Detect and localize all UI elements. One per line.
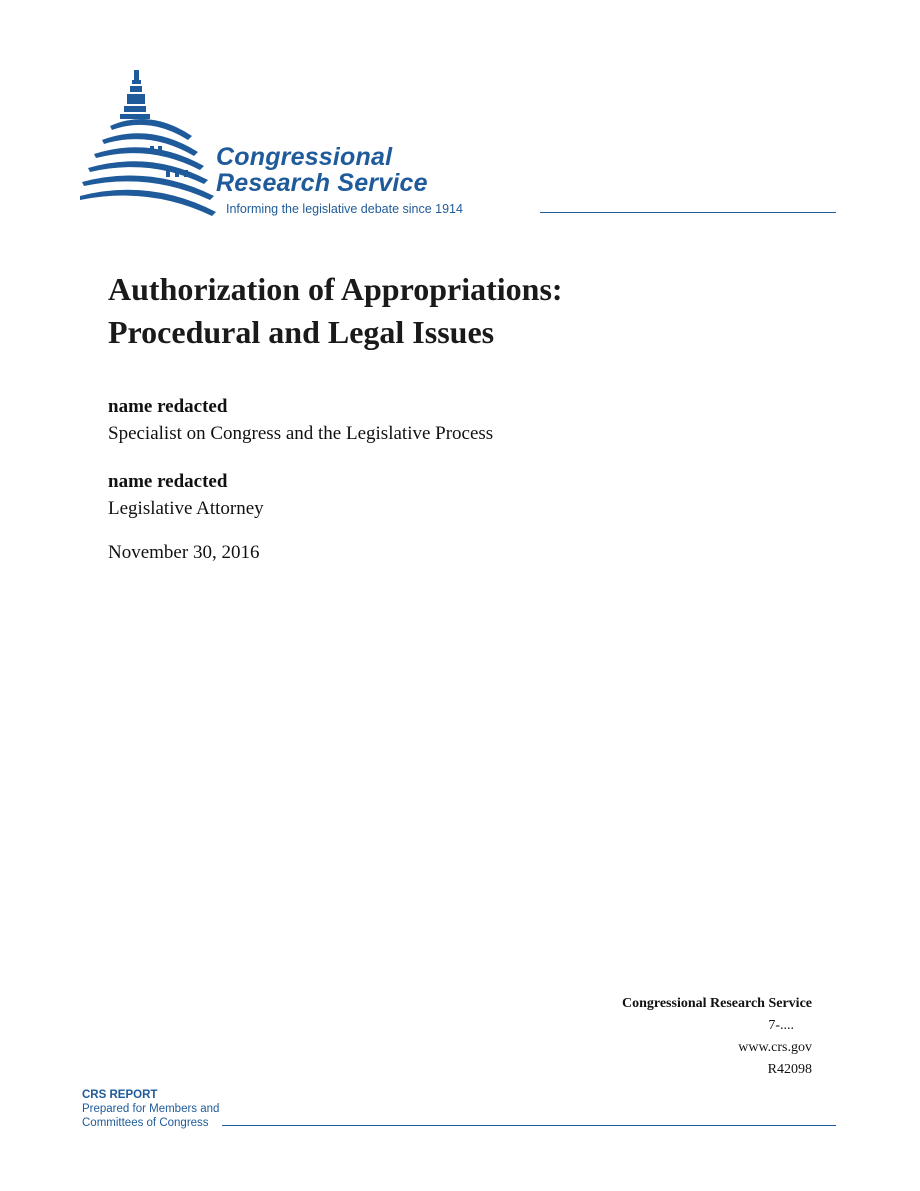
author-name: name redacted [108, 471, 228, 492]
logo-divider [540, 212, 836, 213]
author-role: Specialist on Congress and the Legislative Process [108, 423, 494, 444]
crs-logo [80, 66, 840, 222]
title-line1: Authorization of Appropriations: [108, 271, 563, 307]
report-number: R42098 [767, 1062, 812, 1077]
author-role: Legislative Attorney [108, 498, 264, 519]
logo-line1: Congressional [216, 143, 393, 171]
report-date: November 30, 2016 [108, 542, 260, 563]
report-title [108, 268, 563, 354]
crs-report-footer [82, 1088, 838, 1132]
author-2 [108, 468, 264, 522]
publisher-phone: 7-.... [768, 1018, 794, 1033]
capitol-dome-icon [80, 66, 220, 216]
footer-divider [222, 1125, 836, 1126]
publisher-website: www.crs.gov [738, 1040, 812, 1055]
author-name: name redacted [108, 396, 228, 417]
logo-tagline: Informing the legislative debate since 1914 [226, 202, 463, 216]
title-line2: Procedural and Legal Issues [108, 314, 495, 350]
publisher-name: Congressional Research Service [621, 996, 812, 1011]
footer-line2: Prepared for Members and [82, 1103, 220, 1115]
footer-label: CRS REPORT [82, 1089, 158, 1101]
author-1 [108, 393, 493, 447]
publisher-info [622, 993, 812, 1081]
footer-line3: Committees of Congress [82, 1117, 209, 1129]
logo-line2: Research Service [216, 169, 428, 197]
logo-wordmark [216, 144, 428, 196]
